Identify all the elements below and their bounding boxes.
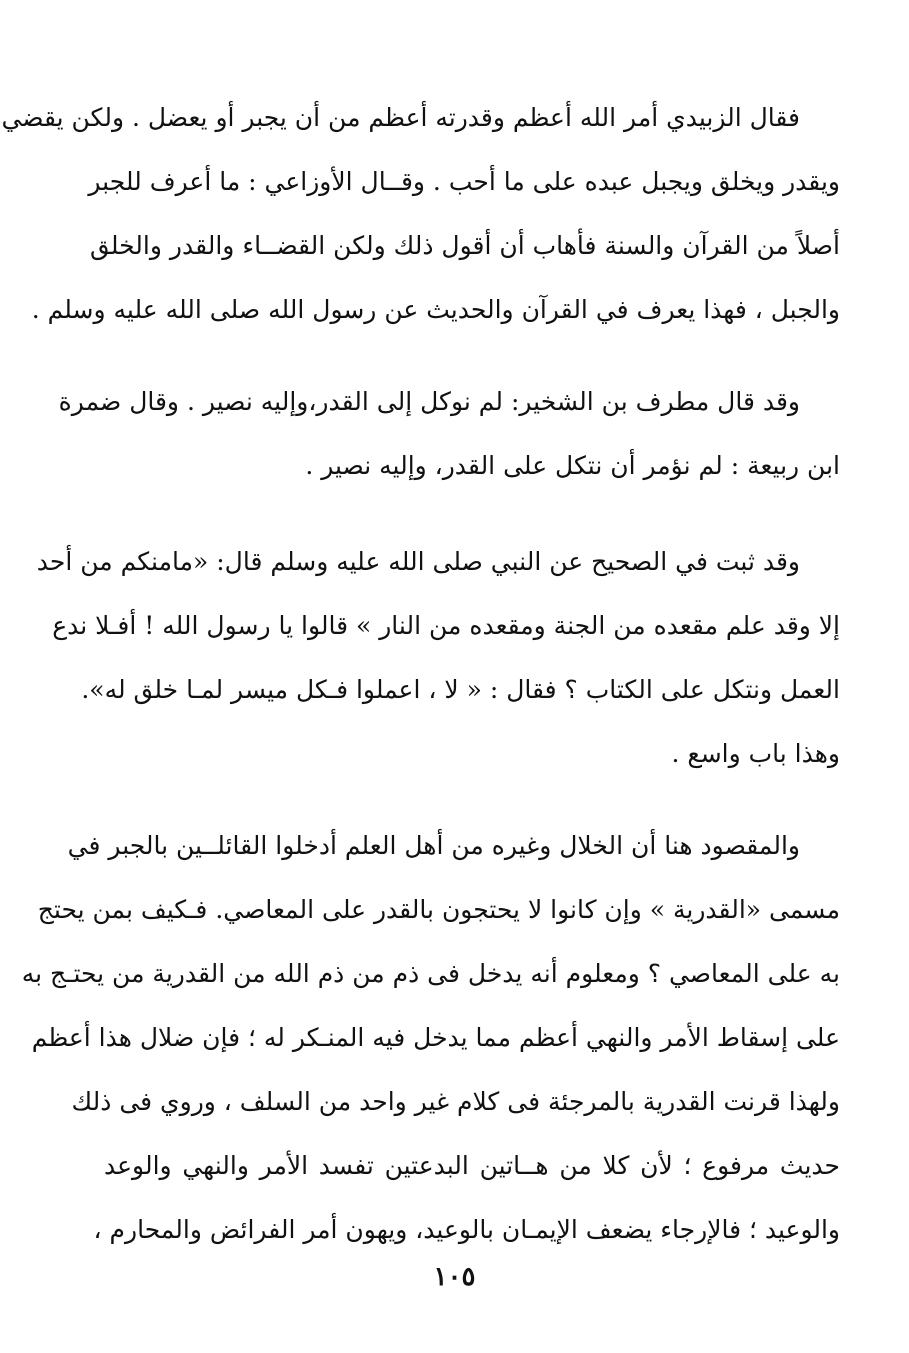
- paragraph-hadith: [36, 530, 840, 786]
- paragraph-line: ولهذا قرنت القدرية بالمرجئة فى كلام غير واحد من السلف ، وروي فى ذلك: [71, 1087, 840, 1116]
- page-number: ١٠٥: [433, 1262, 476, 1292]
- paragraph-line: والمقصود هنا أن الخلال وغيره من أهل العلم أدخلوا القائلــين بالجبر في: [67, 831, 800, 860]
- paragraph-line: والجبل ، فهذا يعرف في القرآن والحديث عن رسول الله صلى الله عليه وسلم .: [31, 295, 840, 324]
- paragraph-line: مسمى «القدرية » وإن كانوا لا يحتجون بالقدر على المعاصي. فـكيف بمن يحتج: [37, 895, 840, 924]
- paragraph-line: فقال الزبيدي أمر الله أعظم وقدرته أعظم من أن يجبر أو يعضل . ولكن يقضي: [1, 103, 800, 132]
- paragraph-zubaydi-awzai: [1, 86, 840, 342]
- paragraph-khallal-qadariyya: [21, 814, 840, 1262]
- paragraph-line: وقد قال مطرف بن الشخير: لم نوكل إلى القدر،وإليه نصير . وقال ضمرة: [58, 387, 800, 416]
- paragraph-line: العمل ونتكل على الكتاب ؟ فقال : « لا ، اعملوا فـكل ميسر لمـا خلق له».: [81, 675, 840, 704]
- paragraph-line: على إسقاط الأمر والنهي أعظم مما يدخل فيه المنـكر له ؛ فإن ضلال هذا أعظم: [31, 1023, 840, 1052]
- paragraph-line: حديث مرفوع ؛ لأن كلا من هــاتين البدعتين تفسد الأمر والنهي والوعد: [104, 1151, 840, 1180]
- paragraph-line: أصلاً من القرآن والسنة فأهاب أن أقول ذلك ولكن القضــاء والقدر والخلق: [90, 231, 840, 260]
- paragraph-line: والوعيد ؛ فالإرجاء يضعف الإيمـان بالوعيد، ويهون أمر الفرائض والمحارم ،: [93, 1215, 840, 1244]
- paragraph-line: وهذا باب واسع .: [671, 739, 840, 768]
- paragraph-line: به على المعاصي ؟ ومعلوم أنه يدخل فى ذم من ذم الله من القدرية من يحتـج به: [21, 959, 840, 988]
- paragraph-mutarrif-damra: [58, 370, 840, 498]
- paragraph-line: إلا وقد علم مقعده من الجنة ومقعده من النار » قالوا يا رسول الله ! أفـلا ندع: [52, 611, 840, 640]
- paragraph-line: ابن ربيعة : لم نؤمر أن نتكل على القدر، وإليه نصير .: [305, 451, 840, 480]
- paragraph-line: وقد ثبت في الصحيح عن النبي صلى الله عليه وسلم قال: «مامنكم من أحد: [36, 547, 800, 576]
- paragraph-line: ويقدر ويخلق ويجبل عبده على ما أحب . وقــال الأوزاعي : ما أعرف للجبر: [88, 167, 840, 196]
